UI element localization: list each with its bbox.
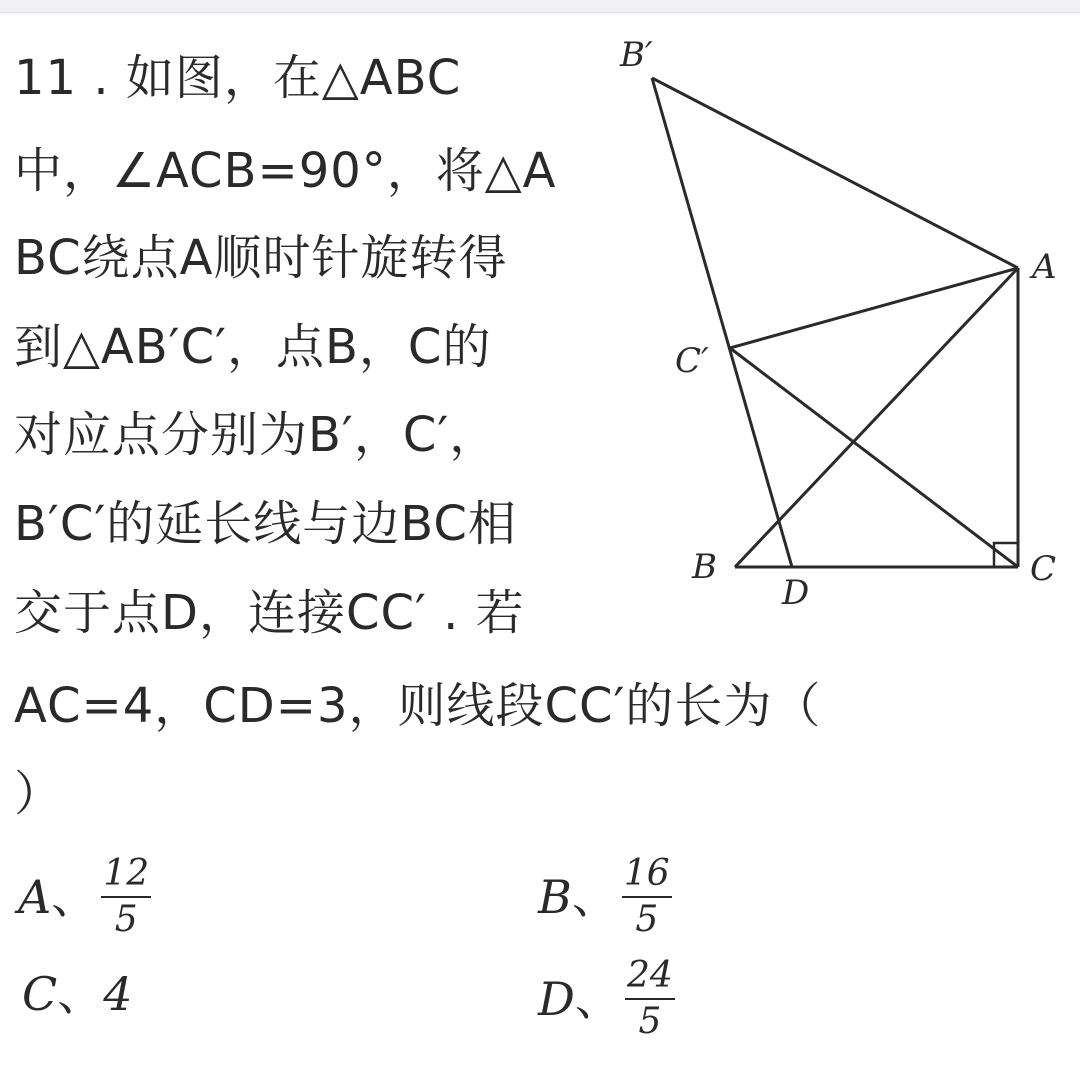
option-c-letter: C	[22, 967, 58, 1021]
label-c: C	[1030, 549, 1057, 589]
option-d-separator: 、	[574, 972, 621, 1026]
question-line-2: 中，∠ACB=90°，将△A	[14, 143, 557, 199]
option-c-value: 4	[103, 967, 133, 1021]
label-b-prime: B′	[620, 35, 653, 75]
segment-b-prime-d	[652, 78, 792, 567]
segment-b-prime-a	[652, 78, 1018, 268]
label-a: A	[1032, 247, 1057, 287]
question-line-9: ）	[14, 766, 64, 822]
option-a-separator: 、	[51, 870, 98, 924]
option-b-separator: 、	[571, 870, 618, 924]
option-d-denominator: 5	[638, 1001, 662, 1042]
question-line-1: 11 . 如图，在△ABC	[14, 50, 462, 106]
segment-c-c-prime	[730, 348, 1018, 567]
option-d-numerator: 24	[626, 955, 673, 996]
option-d-letter: D	[538, 972, 575, 1026]
label-d: D	[782, 573, 810, 613]
question-line-5: 对应点分别为B′，C′，	[14, 407, 499, 463]
option-b-numerator: 16	[623, 853, 670, 894]
option-b-denominator: 5	[635, 899, 659, 940]
question-line-3: BC绕点A顺时针旋转得	[14, 230, 508, 286]
label-c-prime: C′	[675, 341, 709, 381]
question-line-8: AC=4，CD=3，则线段CC′的长为（	[14, 678, 822, 734]
option-a-denominator: 5	[114, 899, 138, 940]
segment-a-b	[735, 268, 1018, 567]
label-b: B	[692, 547, 717, 587]
option-a-numerator: 12	[103, 853, 150, 894]
option-b-letter: B	[538, 870, 572, 924]
option-a-letter: A	[18, 870, 52, 924]
option-c-separator: 、	[57, 967, 104, 1021]
question-line-7: 交于点D，连接CC′ . 若	[14, 585, 525, 641]
segment-a-c-prime	[730, 268, 1018, 348]
question-line-6: B′C′的延长线与边BC相	[14, 496, 517, 552]
question-line-4: 到△AB′C′，点B，C的	[14, 319, 492, 375]
